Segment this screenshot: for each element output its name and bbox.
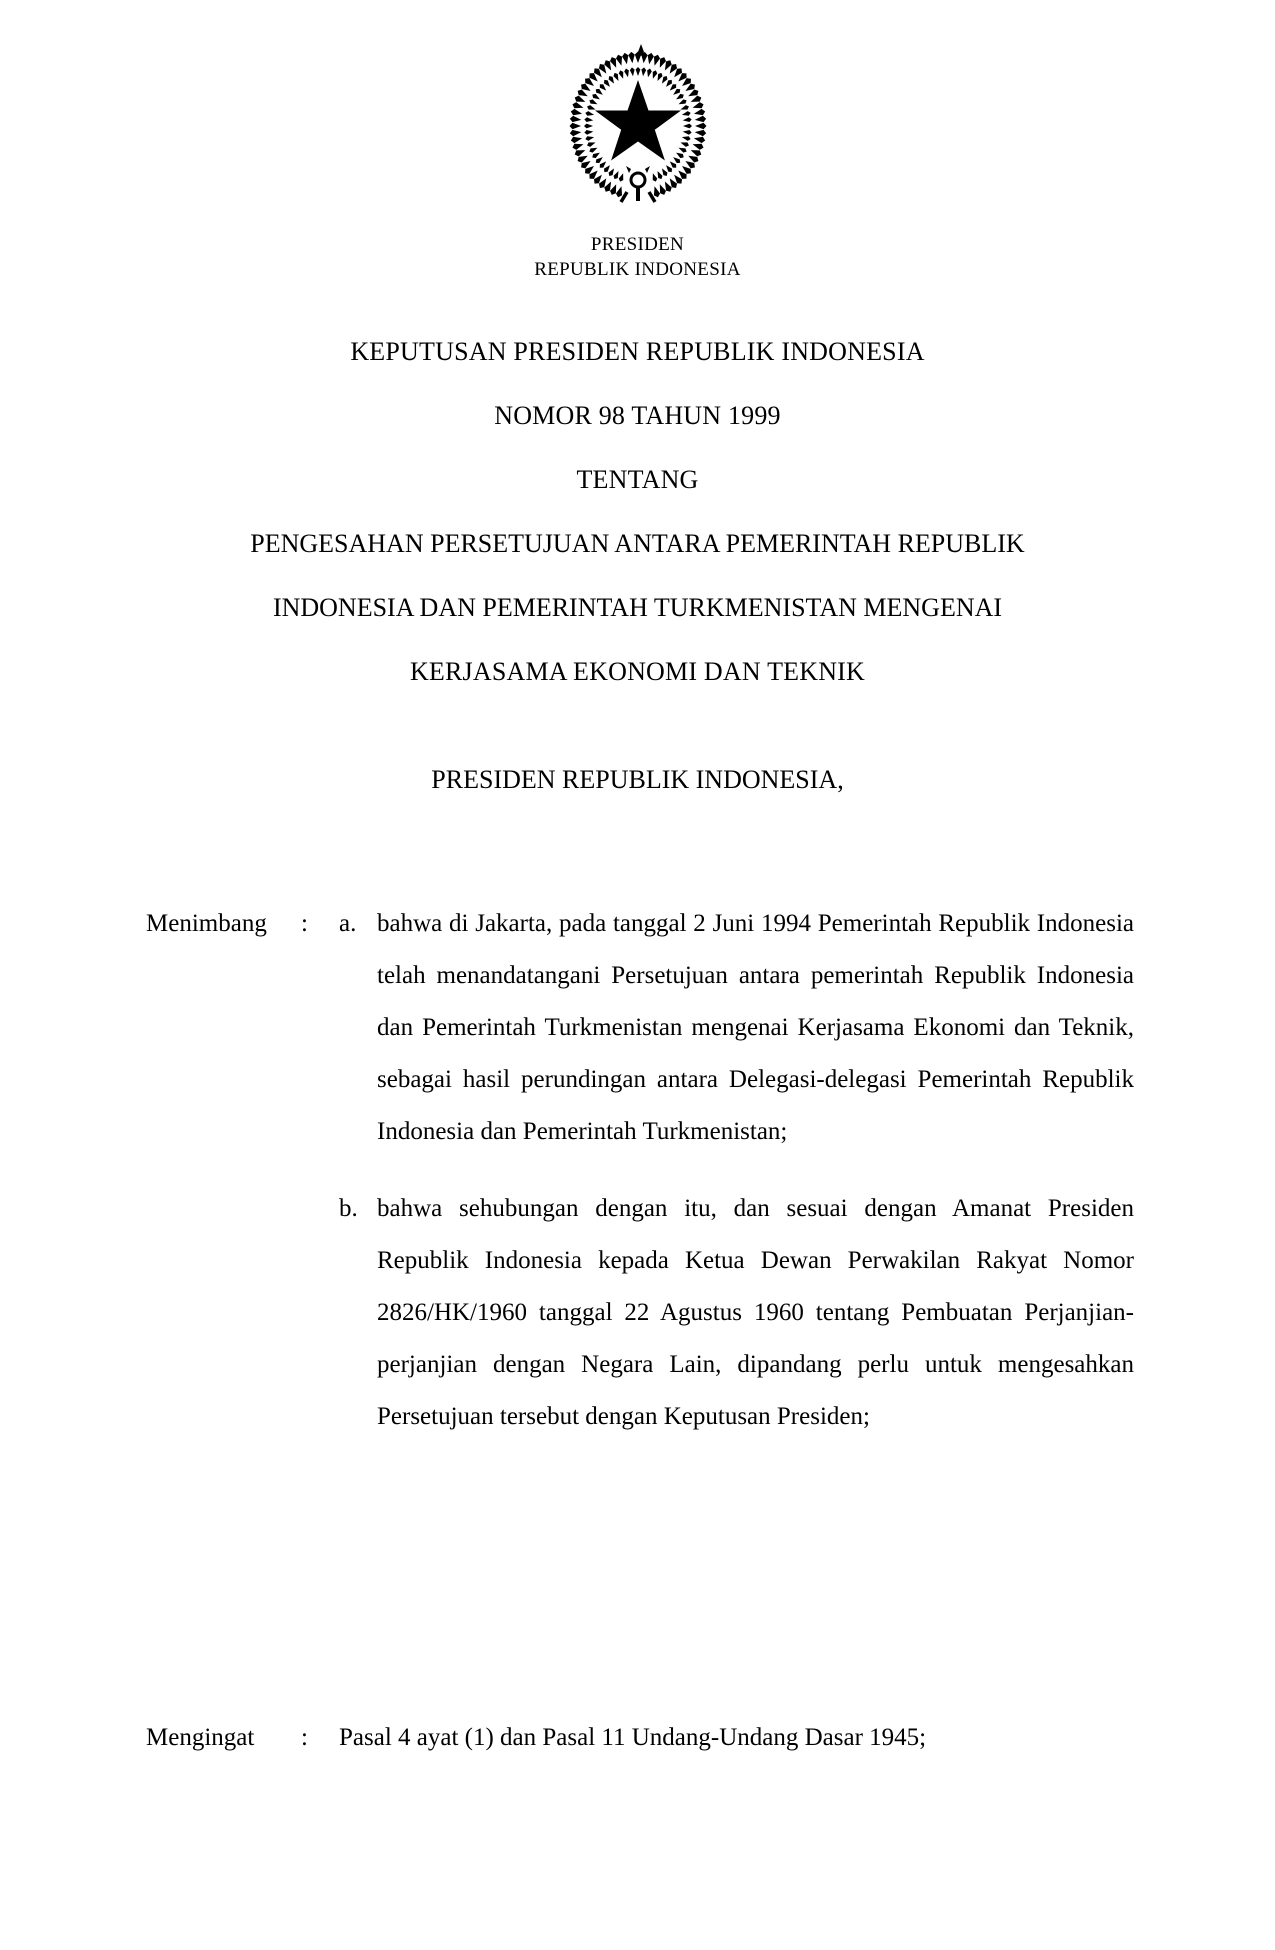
star-wreath-emblem-icon <box>563 42 713 210</box>
considerans-item-b <box>0 1183 1275 1443</box>
title-line-subject-1: PENGESAHAN PERSETUJUAN ANTARA PEMERINTAH REPUBLIK <box>250 529 1025 558</box>
salutation-line: PRESIDEN REPUBLIK INDONESIA, <box>431 765 844 794</box>
considerans-section <box>0 898 1275 1443</box>
title-line-tentang: TENTANG <box>576 465 699 494</box>
considerans-item-a <box>0 898 1275 1158</box>
mengingat-section <box>0 1712 1275 1764</box>
clause-spacer <box>0 1158 1275 1183</box>
title-line-nomor: NOMOR 98 TAHUN 1999 <box>494 401 781 430</box>
header-line-republik-indonesia: REPUBLIK INDONESIA <box>534 259 741 280</box>
considerans-label: Menimbang <box>146 910 267 937</box>
emblem-container <box>0 42 1275 210</box>
considerans-colon: : <box>301 910 308 937</box>
header-line-presiden: PRESIDEN <box>590 234 685 255</box>
considerans-text-b: bahwa sehubungan dengan itu, dan sesuai dengan Amanat Presiden Republik Indonesia kepada Ketua Dewan Perwakilan Rakyat Nomor 2826/HK/1960 tanggal 22 Agustus 1960 tentang Pembuatan Perjanjian-perjanjian dengan Negara Lain, dipandang perlu untuk mengesahkan Persetujuan tersebut dengan Keputusan Presiden; <box>377 1195 1134 1430</box>
mengingat-label: Mengingat <box>146 1724 255 1751</box>
mengingat-text: Pasal 4 ayat (1) dan Pasal 11 Undang-Undang Dasar 1945; <box>339 1724 927 1751</box>
considerans-text-a: bahwa di Jakarta, pada tanggal 2 Juni 1994 Pemerintah Republik Indonesia telah menandatangani Persetujuan antara pemerintah Republik Indonesia dan Pemerintah Turkmenistan mengenai Kerjasama Ekonomi dan Teknik, sebagai hasil perundingan antara Delegasi-delegasi Pemerintah Republik Indonesia dan Pemerintah Turkmenistan; <box>377 910 1134 1145</box>
title-block <box>140 320 1135 704</box>
mengingat-row <box>0 1712 1275 1764</box>
header-caption <box>0 232 1275 282</box>
considerans-marker-b: b. <box>339 1195 358 1222</box>
mengingat-colon: : <box>301 1724 308 1751</box>
title-line-1: KEPUTUSAN PRESIDEN REPUBLIK INDONESIA <box>350 337 925 366</box>
title-line-subject-2: INDONESIA DAN PEMERINTAH TURKMENISTAN MENGENAI <box>272 593 1003 622</box>
title-line-subject-3: KERJASAMA EKONOMI DAN TEKNIK <box>409 657 866 686</box>
considerans-marker-a: a. <box>339 910 357 937</box>
